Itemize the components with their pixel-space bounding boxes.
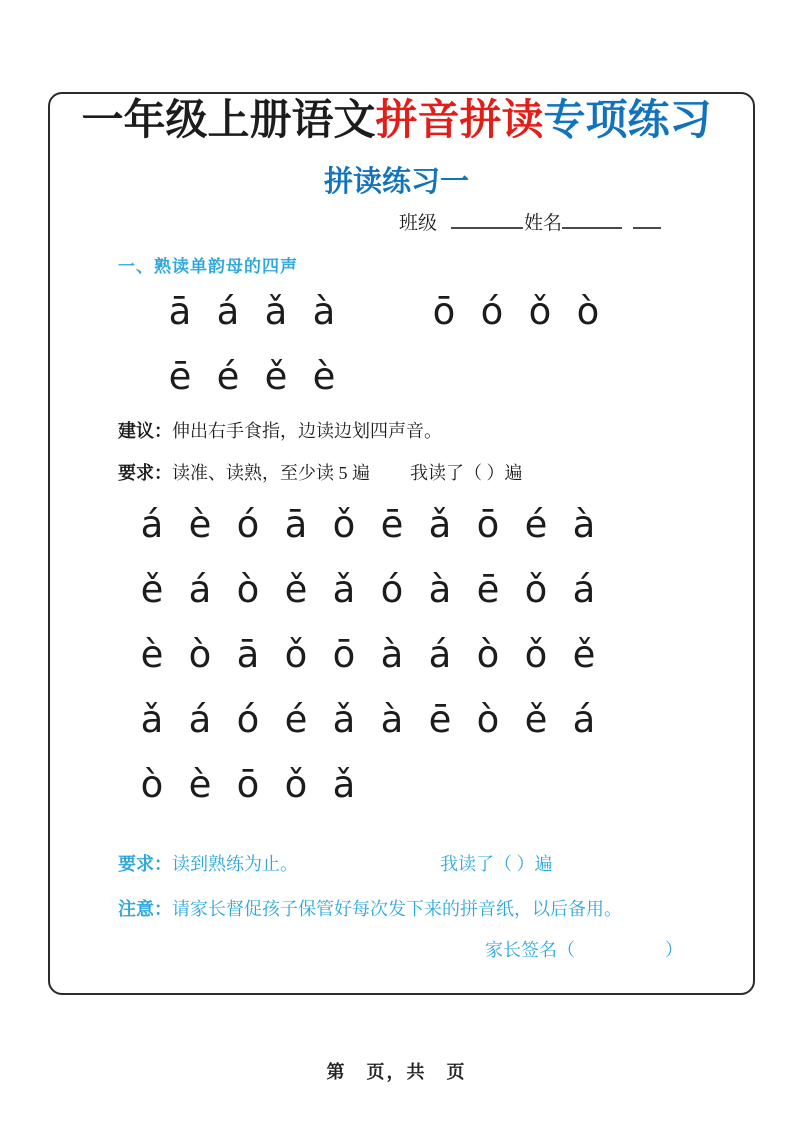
tone-display-row-e [168, 355, 336, 398]
pinyin-cell: ò [188, 633, 212, 676]
read-count-blank: 我读了（ ）遍 [410, 463, 523, 483]
pinyin-cell: ǒ [284, 763, 308, 806]
practice-grid-row [140, 557, 596, 622]
practice-grid-row [140, 492, 596, 557]
tone-vowel: á [216, 290, 240, 333]
tone-vowel: ó [480, 290, 504, 333]
pinyin-cell: ǒ [332, 503, 356, 546]
tone-vowel: è [312, 355, 336, 398]
requirement-label: 要求： [118, 463, 172, 483]
tone-vowel: ǒ [528, 290, 552, 333]
pinyin-cell: ǒ [524, 568, 548, 611]
tone-group-e [168, 355, 336, 398]
pinyin-cell: ē [380, 503, 404, 546]
tone-display-row-a-o [168, 290, 600, 333]
final-requirement-line [118, 850, 553, 876]
notice-text: 请家长督促孩子保管好每次发下来的拼音纸，以后备用。 [172, 899, 622, 919]
suggestion-line [118, 417, 442, 443]
pinyin-cell: ò [476, 633, 500, 676]
pinyin-cell: á [572, 568, 596, 611]
tone-vowel: é [216, 355, 240, 398]
tone-vowel: ǎ [264, 290, 288, 333]
practice-grid-row [140, 752, 596, 817]
pinyin-cell: ǒ [284, 633, 308, 676]
parent-signature-line: 家长签名（ ） [485, 940, 683, 960]
pinyin-cell: ā [236, 633, 260, 676]
pinyin-cell: ǒ [524, 633, 548, 676]
pinyin-cell: à [572, 503, 596, 546]
title-part-special-practice: 专项练习 [543, 98, 712, 144]
pinyin-cell: è [188, 503, 212, 546]
pinyin-cell: ě [284, 568, 308, 611]
pinyin-cell: ō [476, 503, 500, 546]
pinyin-cell: é [524, 503, 548, 546]
name-fill-blank-2 [633, 210, 661, 229]
pinyin-cell: à [380, 698, 404, 741]
class-fill-blank [451, 210, 523, 229]
pinyin-cell: ò [236, 568, 260, 611]
pinyin-cell: è [188, 763, 212, 806]
title-part-grade: 一年级上册语文 [81, 98, 376, 144]
pinyin-cell: ǎ [428, 503, 452, 546]
requirement-line [118, 459, 523, 485]
tone-vowel: ā [168, 290, 192, 333]
pinyin-cell: á [572, 698, 596, 741]
requirement-text: 读准、读熟，至少读 5 遍 [172, 463, 370, 483]
tone-vowel: ò [576, 290, 600, 333]
pinyin-cell: é [284, 698, 308, 741]
pinyin-cell: ō [236, 763, 260, 806]
tone-vowel: à [312, 290, 336, 333]
pinyin-cell: ò [140, 763, 164, 806]
pinyin-cell: á [188, 568, 212, 611]
suggestion-label: 建议： [118, 421, 172, 441]
subtitle: 拼读练习一 [323, 166, 469, 198]
tone-vowel: ō [432, 290, 456, 333]
suggestion-text: 伸出右手食指，边读边划四声音。 [172, 421, 442, 441]
pinyin-cell: ō [332, 633, 356, 676]
class-label: 班级 [399, 213, 438, 234]
pinyin-cell: ó [236, 698, 260, 741]
pinyin-cell: ǎ [332, 698, 356, 741]
name-fill-blank [562, 210, 622, 229]
title-part-pinyin-reading: 拼音拼读 [375, 98, 544, 144]
tone-vowel: ě [264, 355, 288, 398]
pinyin-cell: ǎ [332, 763, 356, 806]
final-requirement-label: 要求： [118, 854, 172, 874]
practice-grid-row [140, 687, 596, 752]
pinyin-cell: ò [476, 698, 500, 741]
pinyin-cell: á [140, 503, 164, 546]
pinyin-cell: ě [140, 568, 164, 611]
page-number-footer: 第 页，共 页 [326, 1062, 467, 1082]
pinyin-cell: à [380, 633, 404, 676]
pinyin-cell: è [140, 633, 164, 676]
pinyin-practice-grid [140, 492, 596, 817]
pinyin-cell: à [428, 568, 452, 611]
pinyin-cell: ē [428, 698, 452, 741]
student-info-line [399, 208, 661, 235]
pinyin-cell: á [188, 698, 212, 741]
pinyin-cell: ā [284, 503, 308, 546]
tone-group-a [168, 290, 336, 333]
pinyin-cell: ó [236, 503, 260, 546]
page-title [0, 97, 793, 145]
notice-label: 注意： [118, 899, 172, 919]
tone-vowel: ē [168, 355, 192, 398]
pinyin-cell: ǎ [332, 568, 356, 611]
section1-heading: 一、熟读单韵母的四声 [118, 257, 298, 276]
tone-group-o [432, 290, 600, 333]
pinyin-cell: ě [572, 633, 596, 676]
pinyin-cell: ǎ [140, 698, 164, 741]
final-requirement-text: 读到熟练为止。 [172, 854, 298, 874]
final-read-count-blank: 我读了（ ）遍 [440, 854, 553, 874]
practice-grid-row [140, 622, 596, 687]
pinyin-cell: ó [380, 568, 404, 611]
name-label: 姓名 [524, 213, 563, 234]
pinyin-cell: ē [476, 568, 500, 611]
pinyin-cell: á [428, 633, 452, 676]
notice-line [118, 895, 622, 921]
pinyin-cell: ě [524, 698, 548, 741]
